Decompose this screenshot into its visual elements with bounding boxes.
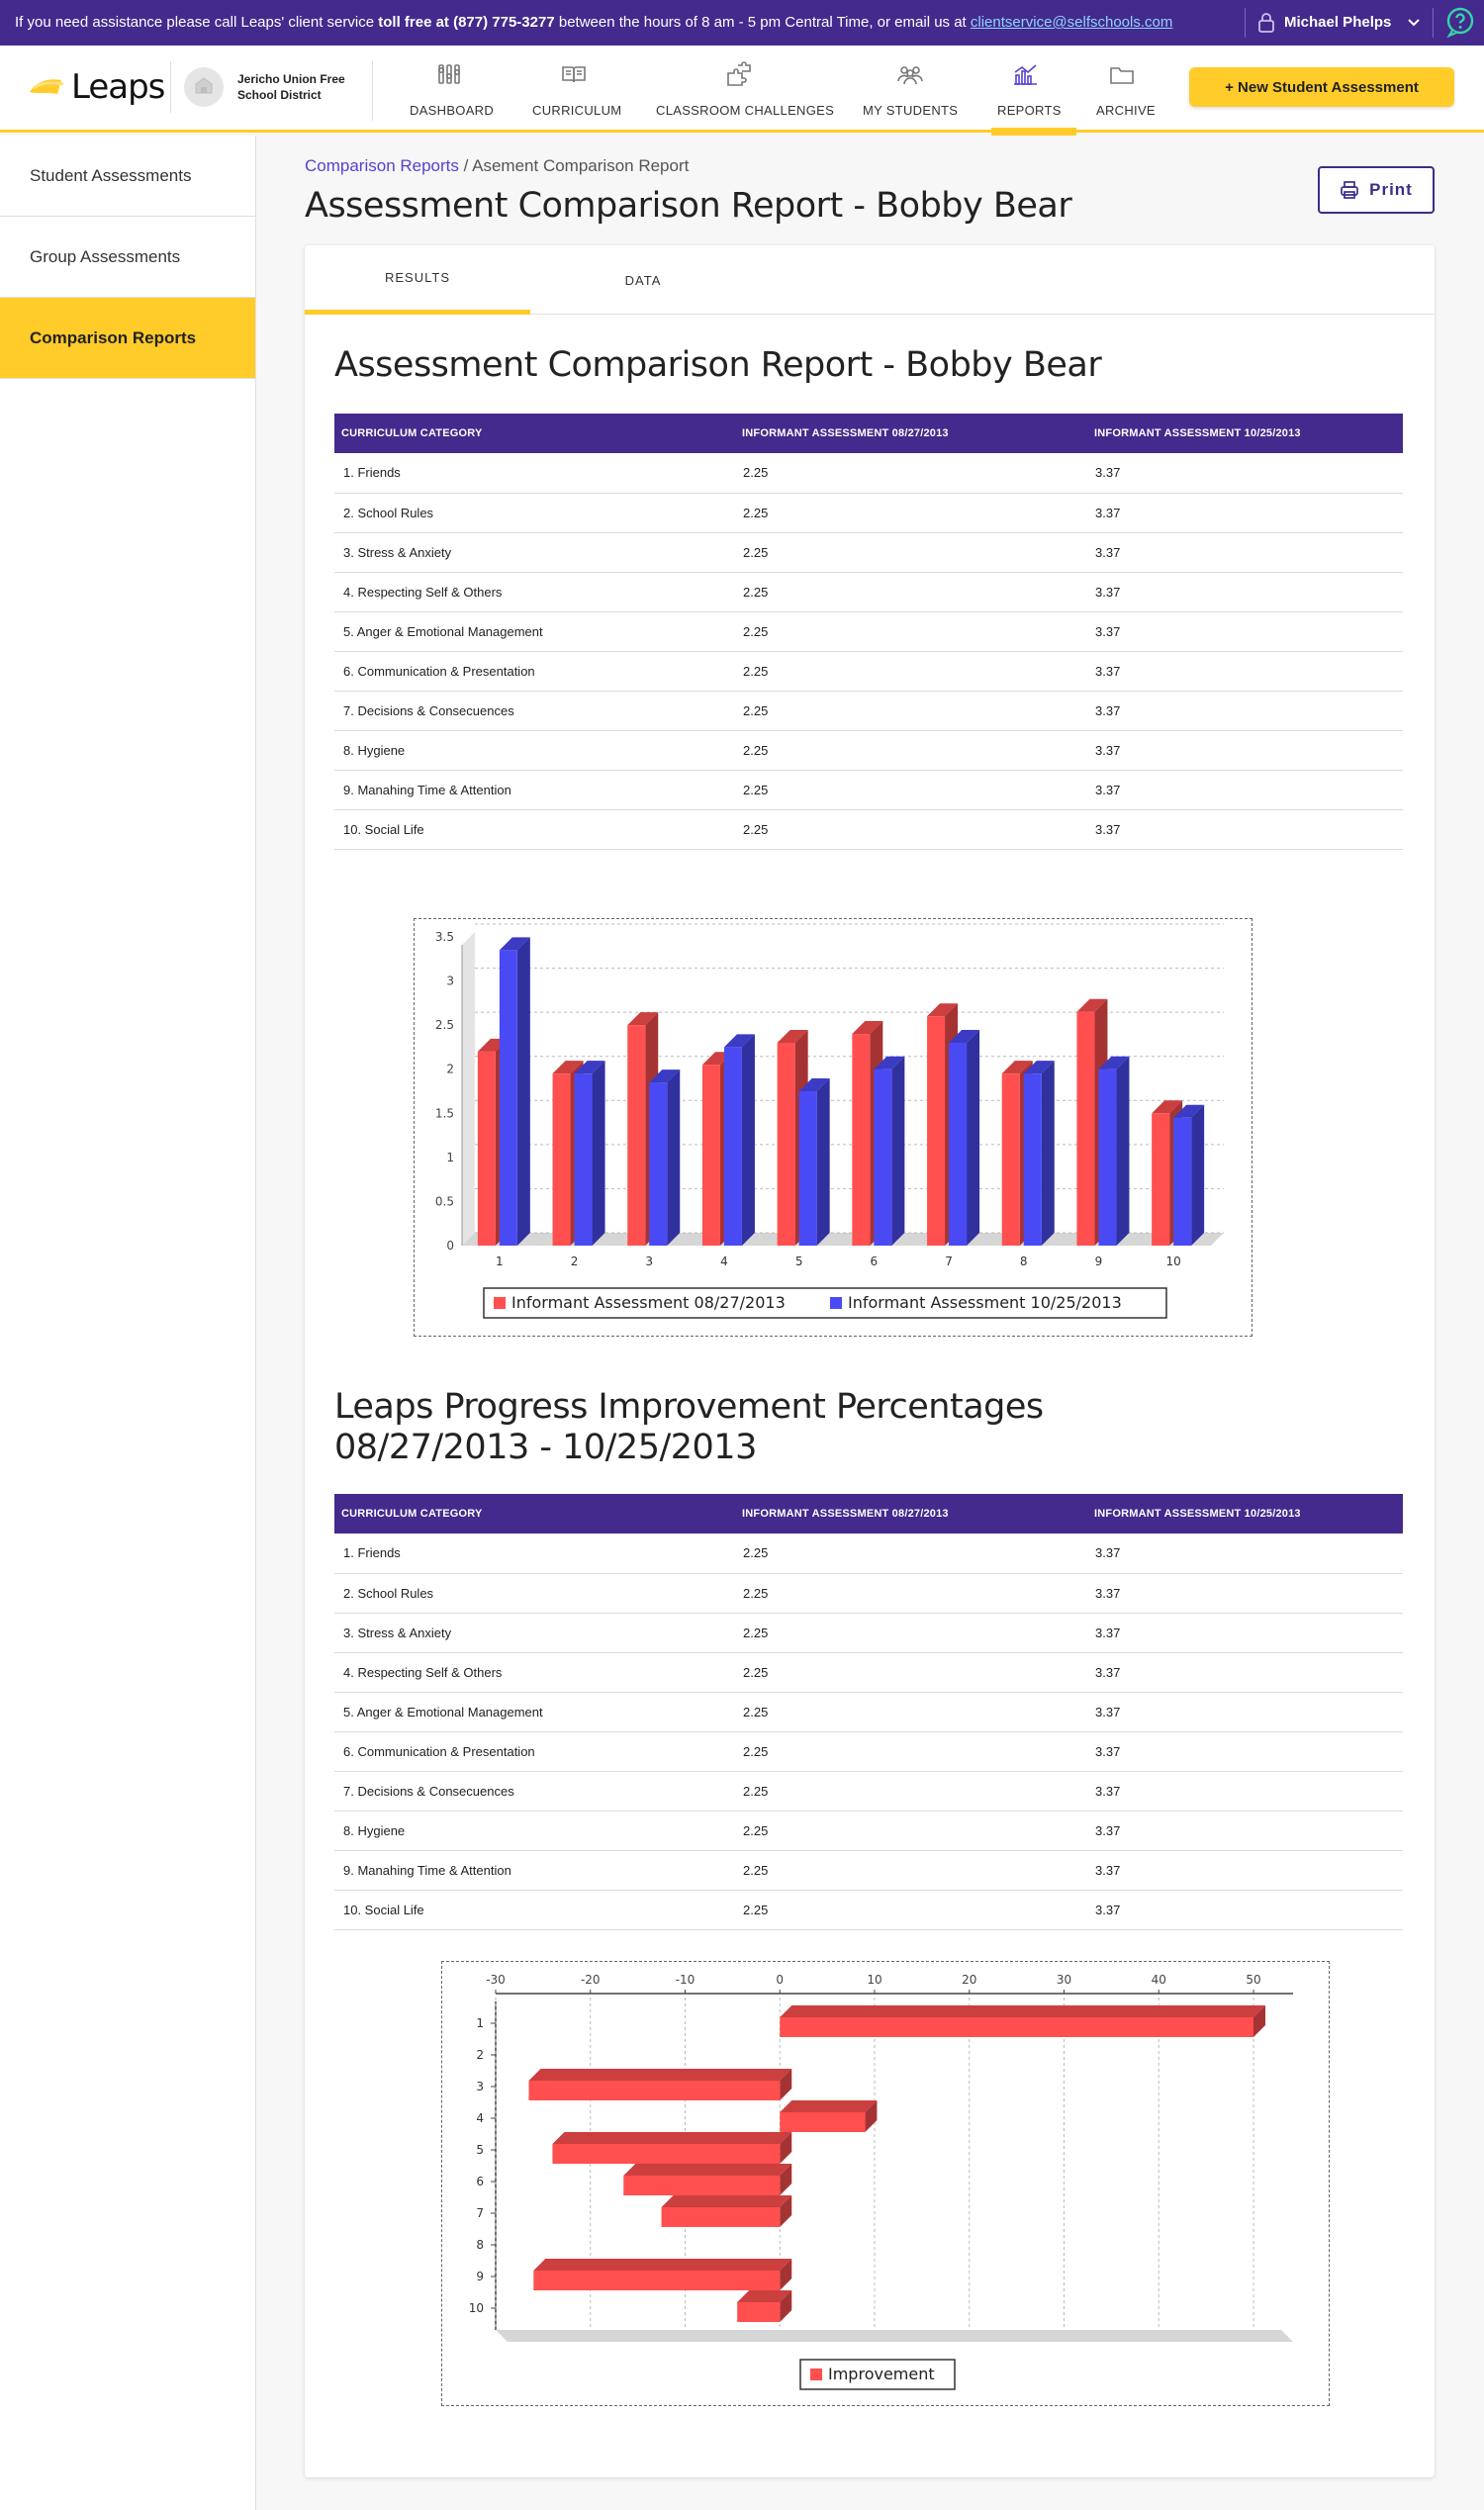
bar-top [780, 2005, 1265, 2017]
score-cell: 3.37 [1087, 730, 1403, 770]
bar [874, 1069, 891, 1246]
y-tick-label: 0 [446, 1239, 454, 1253]
category-cell: 6. Communication & Presentation [334, 1731, 735, 1771]
page-title: Assessment Comparison Report - Bobby Bear [305, 186, 1072, 226]
x-tick-label: 10 [1165, 1255, 1181, 1268]
score-cell: 2.25 [735, 1890, 1087, 1929]
bar-top [529, 2069, 792, 2081]
category-cell: 5. Anger & Emotional Management [334, 1692, 735, 1731]
score-cell: 3.37 [1087, 1573, 1403, 1613]
x-tick-label: 3 [645, 1255, 654, 1268]
table-row [334, 1731, 1403, 1771]
bar-side [967, 1030, 979, 1246]
bar-top [662, 2195, 792, 2207]
sidebar-item-group-assessments[interactable]: Group Assessments [0, 217, 255, 298]
bar-top [780, 2100, 877, 2112]
progress-table [334, 1494, 1403, 1930]
y-tick-label: 10 [468, 2301, 484, 2315]
report-tabs [305, 245, 1435, 315]
score-cell: 3.37 [1087, 651, 1403, 691]
divider [170, 61, 171, 113]
bar [1002, 1073, 1020, 1246]
score-cell: 3.37 [1087, 453, 1403, 493]
score-cell: 3.37 [1087, 493, 1403, 532]
column-header: INFORMANT ASSESSMENT 10/25/2013 [1087, 414, 1403, 453]
district-name: Jericho Union Free School District [237, 72, 345, 102]
x-tick-label: 5 [794, 1255, 803, 1268]
table-row [334, 1692, 1403, 1731]
score-cell: 3.37 [1087, 691, 1403, 730]
score-cell: 3.37 [1087, 1692, 1403, 1731]
bar [553, 1073, 571, 1246]
table-row [334, 809, 1403, 849]
y-tick-label: 3 [446, 974, 454, 988]
score-cell: 2.25 [735, 809, 1087, 849]
column-header: INFORMANT ASSESSMENT 08/27/2013 [735, 414, 1087, 453]
chevron-down-icon[interactable] [1407, 14, 1421, 30]
score-cell: 3.37 [1087, 1613, 1403, 1652]
bar [575, 1073, 593, 1246]
x-tick-label: 10 [867, 1973, 882, 1987]
breadcrumb-separator: / [458, 156, 473, 175]
chart-icon [1011, 61, 1039, 87]
score-cell: 2.25 [735, 611, 1087, 651]
score-cell: 3.37 [1087, 611, 1403, 651]
column-header: INFORMANT ASSESSMENT 10/25/2013 [1087, 1494, 1403, 1534]
bar [623, 2176, 780, 2195]
chart-floor [496, 2330, 1293, 2342]
table-row [334, 1850, 1403, 1890]
nav-reports[interactable] [991, 46, 1076, 133]
score-cell: 2.25 [735, 1534, 1087, 1573]
y-tick-label: 9 [476, 2270, 484, 2283]
user-menu[interactable]: Michael Phelps [1284, 14, 1392, 31]
x-tick-label: -10 [675, 1973, 696, 1987]
notice-hours: between the hours of 8 am - 5 pm Central Time, or email us at [554, 14, 971, 31]
table-row [334, 1613, 1403, 1652]
sidebar-item-student-assessments[interactable]: Student Assessments [0, 136, 255, 217]
x-tick-label: 20 [962, 1973, 977, 1987]
printer-icon [1340, 180, 1359, 200]
score-cell: 2.25 [735, 572, 1087, 611]
x-tick-label: 1 [496, 1255, 504, 1268]
score-cell: 2.25 [735, 691, 1087, 730]
score-cell: 2.25 [735, 493, 1087, 532]
bar [627, 1025, 645, 1246]
y-tick-label: 2 [446, 1062, 454, 1076]
bar [927, 1016, 945, 1246]
report-title: Assessment Comparison Report - Bobby Bear [334, 345, 1102, 385]
x-tick-label: 6 [870, 1255, 879, 1268]
y-tick-label: 3.5 [434, 930, 454, 944]
comparison-table [334, 414, 1403, 850]
bar [852, 1034, 870, 1246]
comparison-chart-svg [415, 919, 1252, 1336]
bar-side [1191, 1105, 1204, 1246]
y-tick-label: 7 [476, 2206, 484, 2220]
bar [702, 1065, 720, 1246]
help-icon[interactable] [1444, 6, 1476, 38]
category-cell: 9. Manahing Time & Attention [334, 1850, 735, 1890]
y-tick-label: 1 [476, 2016, 484, 2030]
support-email-link[interactable]: clientservice@selfschools.com [970, 14, 1173, 31]
print-label: Print [1369, 180, 1413, 199]
nav-label: CLASSROOM CHALLENGES [656, 103, 835, 118]
score-cell: 2.25 [735, 651, 1087, 691]
score-cell: 3.37 [1087, 1850, 1403, 1890]
table-body [334, 453, 1403, 849]
table-body [334, 1534, 1403, 1929]
category-cell: 8. Hygiene [334, 730, 735, 770]
breadcrumb-current: Asement Comparison Report [472, 156, 690, 175]
x-tick-label: 2 [570, 1255, 579, 1268]
bar [778, 1043, 795, 1246]
column-header: CURRICULUM CATEGORY [334, 1494, 735, 1534]
bar [724, 1047, 742, 1246]
bar-side [667, 1069, 680, 1246]
y-tick-label: 2.5 [434, 1018, 454, 1033]
category-cell: 5. Anger & Emotional Management [334, 611, 735, 651]
y-tick-label: 0.5 [434, 1194, 454, 1209]
notice-phone: toll free at (877) 775-3277 [378, 14, 555, 31]
table-row [334, 493, 1403, 532]
score-cell: 2.25 [735, 770, 1087, 809]
bar-side [742, 1034, 755, 1246]
score-cell: 2.25 [735, 1573, 1087, 1613]
bar [1076, 1012, 1094, 1246]
bar [1173, 1118, 1191, 1246]
tab-results[interactable]: RESULTS [305, 245, 530, 315]
score-cell: 3.37 [1087, 1731, 1403, 1771]
category-cell: 2. School Rules [334, 493, 735, 532]
category-cell: 8. Hygiene [334, 1811, 735, 1850]
score-cell: 2.25 [735, 1613, 1087, 1652]
bar-top [552, 2132, 791, 2144]
x-tick-label: 9 [1094, 1255, 1103, 1268]
bar [1098, 1069, 1116, 1246]
y-tick-label: 8 [476, 2238, 484, 2252]
bar [649, 1082, 667, 1246]
chart-legend [484, 1288, 1166, 1318]
x-tick-label: 50 [1246, 1973, 1261, 1987]
score-cell: 2.25 [735, 730, 1087, 770]
category-cell: 10. Social Life [334, 809, 735, 849]
x-tick-label: 8 [1019, 1255, 1028, 1268]
nav-label: CURRICULUM [532, 103, 622, 118]
score-cell: 2.25 [735, 1731, 1087, 1771]
bar [799, 1091, 817, 1246]
print-button[interactable] [1318, 166, 1435, 214]
category-cell: 1. Friends [334, 453, 735, 493]
bar-side [1116, 1057, 1129, 1246]
y-tick-label: 5 [476, 2143, 484, 2157]
table-header [334, 1494, 1403, 1534]
chart-legend [800, 2360, 955, 2389]
table-row [334, 1652, 1403, 1692]
puzzle-icon [724, 61, 752, 87]
y-tick-label: 6 [476, 2175, 484, 2188]
bar [949, 1043, 967, 1246]
table-row [334, 572, 1403, 611]
score-cell: 2.25 [735, 1771, 1087, 1811]
score-cell: 2.25 [735, 1850, 1087, 1890]
category-cell: 7. Decisions & Consecuences [334, 1771, 735, 1811]
category-cell: 1. Friends [334, 1534, 735, 1573]
improvement-chart-svg [442, 1962, 1329, 2405]
nav-label: ARCHIVE [1096, 103, 1156, 118]
bar [529, 2081, 781, 2100]
category-cell: 4. Respecting Self & Others [334, 572, 735, 611]
nav-label: MY STUDENTS [863, 103, 959, 118]
score-cell: 2.25 [735, 1652, 1087, 1692]
sidebar [0, 136, 256, 2510]
comparison-bar-chart [414, 918, 1252, 1337]
bar [552, 2144, 780, 2164]
support-notice [15, 14, 1172, 31]
divider [372, 61, 373, 121]
score-cell: 3.37 [1087, 1534, 1403, 1573]
bar-side [1042, 1061, 1055, 1246]
category-cell: 9. Manahing Time & Attention [334, 770, 735, 809]
notice-text: If you need assistance please call Leaps' client service [15, 14, 379, 31]
x-tick-label: -20 [580, 1973, 601, 1987]
progress-title-line2: 08/27/2013 - 10/25/2013 [334, 1428, 757, 1467]
bar-side [593, 1061, 605, 1246]
bar [780, 2112, 865, 2132]
score-cell: 3.37 [1087, 1890, 1403, 1929]
bar [533, 2271, 780, 2290]
category-cell: 3. Stress & Anxiety [334, 532, 735, 572]
support-bar [0, 0, 1484, 46]
legend-label: Improvement [828, 2365, 935, 2383]
table-row [334, 1811, 1403, 1850]
nav-curriculum[interactable] [524, 46, 623, 133]
bar-side [817, 1078, 830, 1246]
legend-swatch [494, 1297, 506, 1309]
x-tick-label: 40 [1151, 1973, 1166, 1987]
legend-swatch [830, 1297, 842, 1309]
category-cell: 4. Respecting Self & Others [334, 1652, 735, 1692]
tab-data[interactable]: DATA [624, 272, 662, 288]
nav-label: DASHBOARD [410, 103, 495, 118]
breadcrumb [305, 156, 689, 176]
score-cell: 3.37 [1087, 1811, 1403, 1850]
bar-top [533, 2259, 791, 2271]
score-cell: 3.37 [1087, 809, 1403, 849]
table-row [334, 730, 1403, 770]
bar [780, 2017, 1253, 2037]
district-seal-icon [184, 67, 224, 107]
score-cell: 2.25 [735, 1692, 1087, 1731]
table-row [334, 651, 1403, 691]
divider [1433, 8, 1434, 38]
table-row [334, 1573, 1403, 1613]
x-tick-label: -30 [486, 1973, 506, 1987]
category-cell: 2. School Rules [334, 1573, 735, 1613]
app-header [0, 46, 1484, 133]
chart-side-wall [462, 932, 475, 1246]
bar [500, 950, 517, 1246]
category-cell: 6. Communication & Presentation [334, 651, 735, 691]
legend-label: Informant Assessment 08/27/2013 [511, 1293, 786, 1312]
x-tick-label: 4 [720, 1255, 728, 1268]
folder-icon [1108, 61, 1136, 87]
dashboard-icon [435, 61, 463, 87]
score-cell: 3.37 [1087, 572, 1403, 611]
sidebar-item-comparison-reports[interactable]: Comparison Reports [0, 298, 255, 379]
table-row [334, 770, 1403, 809]
column-header: CURRICULUM CATEGORY [334, 414, 735, 453]
progress-title [334, 1387, 1044, 1468]
new-student-assessment-button[interactable]: + New Student Assessment [1189, 67, 1454, 107]
progress-title-line1: Leaps Progress Improvement Percentages [334, 1387, 1044, 1427]
y-tick-label: 1 [446, 1150, 454, 1164]
nav-label: REPORTS [997, 103, 1062, 118]
leaps-logo-icon [28, 76, 65, 98]
x-tick-label: 7 [945, 1255, 953, 1268]
nav-my-students[interactable] [859, 46, 962, 133]
table-row [334, 453, 1403, 493]
book-icon [560, 61, 588, 87]
logo-text: Leaps [71, 67, 165, 107]
nav-classroom-challenges[interactable] [651, 46, 835, 133]
nav-archive[interactable] [1092, 46, 1156, 133]
table-row [334, 611, 1403, 651]
y-tick-label: 1.5 [434, 1106, 454, 1121]
bar [478, 1052, 496, 1246]
score-cell: 2.25 [735, 453, 1087, 493]
table-row [334, 1890, 1403, 1929]
divider [1245, 8, 1246, 38]
nav-dashboard[interactable] [396, 46, 505, 133]
breadcrumb-link[interactable]: Comparison Reports [305, 156, 459, 175]
category-cell: 10. Social Life [334, 1890, 735, 1929]
category-cell: 7. Decisions & Consecuences [334, 691, 735, 730]
table-row [334, 691, 1403, 730]
table-header [334, 414, 1403, 453]
improvement-bar-chart [441, 1961, 1330, 2406]
score-cell: 3.37 [1087, 770, 1403, 809]
bar-side [891, 1057, 904, 1246]
score-cell: 2.25 [735, 1811, 1087, 1850]
bar [737, 2302, 780, 2322]
bar-side [517, 937, 530, 1246]
score-cell: 3.37 [1087, 1652, 1403, 1692]
table-row [334, 1771, 1403, 1811]
score-cell: 2.25 [735, 532, 1087, 572]
bar [1152, 1113, 1169, 1246]
y-tick-label: 4 [476, 2111, 484, 2125]
report-card [305, 245, 1435, 2477]
score-cell: 3.37 [1087, 532, 1403, 572]
leaps-logo[interactable] [28, 67, 164, 107]
column-header: INFORMANT ASSESSMENT 08/27/2013 [735, 1494, 1087, 1534]
bar [1024, 1073, 1042, 1246]
y-tick-label: 2 [476, 2048, 484, 2062]
score-cell: 3.37 [1087, 1771, 1403, 1811]
table-row [334, 532, 1403, 572]
user-lock-icon [1256, 12, 1276, 34]
y-tick-label: 3 [476, 2080, 484, 2093]
table-row [334, 1534, 1403, 1573]
legend-label: Informant Assessment 10/25/2013 [848, 1293, 1122, 1312]
students-icon [896, 61, 924, 87]
legend-swatch [810, 2369, 822, 2380]
bar [662, 2207, 781, 2227]
bar-top [623, 2164, 791, 2176]
x-tick-label: 0 [776, 1973, 785, 1987]
category-cell: 3. Stress & Anxiety [334, 1613, 735, 1652]
x-tick-label: 30 [1056, 1973, 1072, 1987]
